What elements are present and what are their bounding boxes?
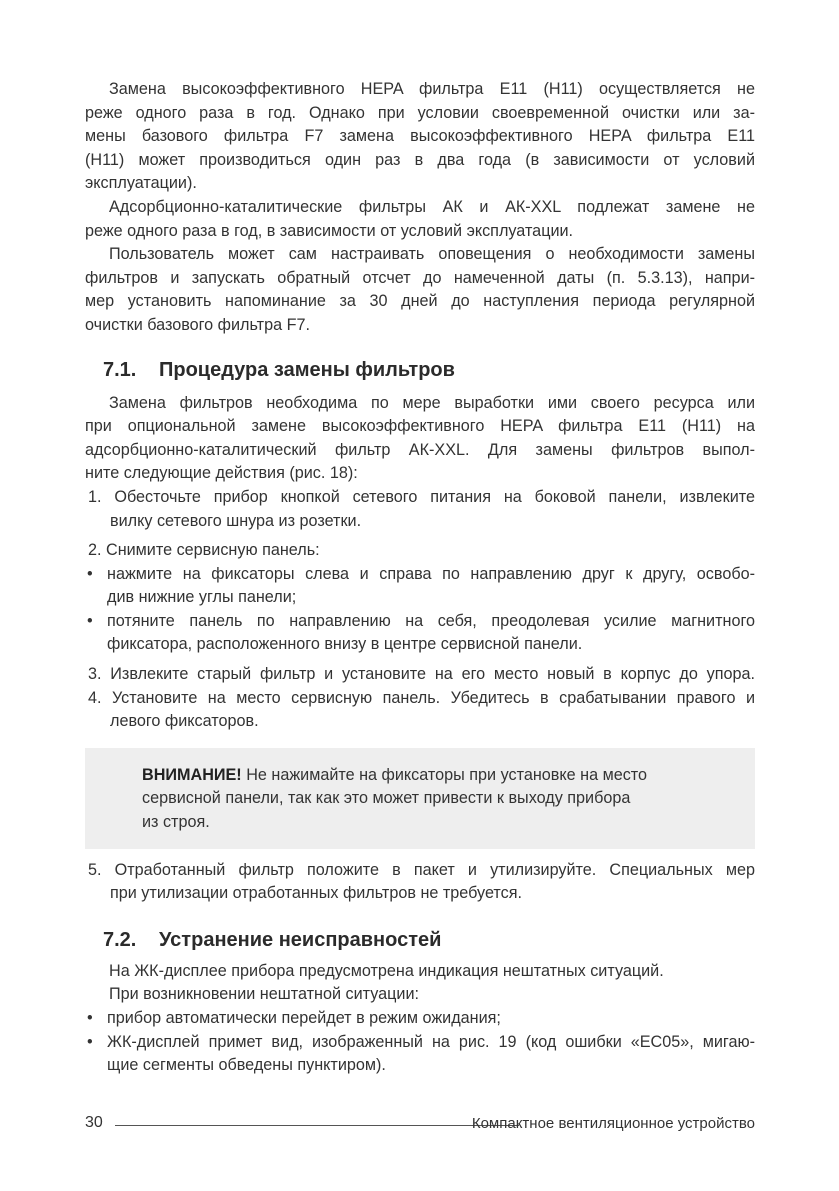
text-line: Замена высокоэффективного HEPA фильтра E11 (H11) осуществляется не — [109, 80, 755, 98]
text-line: На ЖК-дисплее прибора предусмотрена индикация нештатных ситуаций. — [109, 961, 664, 980]
bullet-item — [85, 563, 755, 610]
bullet-item — [85, 1007, 755, 1031]
list-item-step-4 — [85, 687, 755, 734]
bullet-item — [85, 1031, 755, 1078]
paragraph-hepa-replacement — [85, 78, 755, 196]
paragraph-ak-filters — [85, 196, 755, 243]
text-line: щие сегменты обведены пунктиром). — [107, 1056, 386, 1075]
text-line: нажмите на фиксаторы слева и справа по направлению друг к другу, освобо- — [107, 564, 755, 583]
text-line: При возникновении нештатной ситуации: — [109, 985, 419, 1004]
text-line: ните следующие действия (рис. 18): — [85, 464, 358, 483]
text-line: 1. Обесточьте прибор кнопкой сетевого питания на боковой панели, извлеките — [88, 487, 755, 506]
text-line: фиксатора, расположенного внизу в центре сервисной панели. — [107, 635, 583, 654]
text-line: ЖК-дисплей примет вид, изображенный на рис. 19 (код ошибки «EC05», мигаю- — [107, 1032, 755, 1051]
text-line: при утилизации отработанных фильтров не требуется. — [110, 884, 522, 903]
page-content — [85, 78, 755, 1078]
paragraph-notifications — [85, 243, 755, 337]
bullet-icon: • — [87, 564, 93, 583]
text-line: фильтров и запускать обратный отсчет до намеченной даты (п. 5.3.13), напри- — [85, 268, 755, 287]
list-item-step-2 — [85, 539, 755, 563]
text-line: 3. Извлеките старый фильтр и установите на его место новый в корпус до упора. — [88, 665, 755, 684]
text-line: мер установить напоминание за 30 дней до наступления периода регулярной — [85, 292, 755, 311]
section-heading-7-1 — [85, 358, 755, 382]
text-line: див нижние углы панели; — [107, 588, 297, 607]
text-line: очистки базового фильтра F7. — [85, 315, 310, 334]
text-line: потяните панель по направлению на себя, преодолевая усилие магнитного — [107, 611, 755, 630]
section-number: 7.1. — [103, 358, 137, 381]
list-item-step-3 — [85, 663, 755, 687]
text-line: сервисной панели, так как это может привести к выходу прибора — [142, 789, 631, 808]
footer-divider — [115, 1125, 519, 1126]
section-title: Процедура замены фильтров — [159, 358, 455, 381]
text-line: адсорбционно-каталитический фильтр АК-XXL. Для замены фильтров выпол- — [85, 440, 755, 459]
text-line: 2. Снимите сервисную панель: — [88, 541, 320, 560]
bullet-icon: • — [87, 1032, 93, 1051]
text-line: Замена фильтров необходима по мере выработки ими своего ресурса или — [109, 393, 755, 412]
text-line: Адсорбционно-каталитические фильтры АК и АК-XXL подлежат замене не — [109, 197, 755, 216]
list-item-step-1 — [85, 486, 755, 533]
text-line: прибор автоматически перейдет в режим ожидания; — [107, 1009, 501, 1027]
document-title: Компактное вентиляционное устройство — [471, 1115, 755, 1132]
text-line: реже одного раза в год. Однако при условии своевременной очистки или за- — [85, 103, 755, 122]
paragraph-troubleshooting-intro — [85, 960, 755, 1007]
text-line: левого фиксаторов. — [110, 712, 259, 731]
page-number: 30 — [85, 1114, 103, 1131]
warning-notice — [85, 748, 755, 849]
bullet-icon: • — [87, 1009, 93, 1027]
text-line: вилку сетевого шнура из розетки. — [110, 511, 362, 530]
warning-label: ВНИМАНИЕ! — [142, 765, 242, 784]
section-number: 7.2. — [103, 928, 137, 951]
page-footer — [85, 1114, 755, 1134]
bullet-item — [85, 610, 755, 657]
bullet-icon: • — [87, 611, 93, 630]
text-line: мены базового фильтра F7 замена высокоэффективного HEPA фильтра E11 — [85, 127, 755, 146]
text-line: Пользователь может сам настраивать оповещения о необходимости замены — [109, 245, 755, 264]
text-line: Не нажимайте на фиксаторы при установке на место — [241, 765, 648, 784]
text-line: 5. Отработанный фильтр положите в пакет и утилизируйте. Специальных мер — [88, 860, 755, 879]
text-line: 4. Установите на место сервисную панель. Убедитесь в срабатывании правого и — [88, 688, 755, 707]
text-line: при опциональной замене высокоэффективного HEPA фильтра E11 (H11) на — [85, 417, 755, 436]
section-heading-7-2 — [85, 928, 755, 952]
paragraph-replacement-intro — [85, 392, 755, 486]
text-line: реже одного раза в год, в зависимости от условий эксплуатации. — [85, 221, 574, 240]
text-line: (H11) может производиться один раз в два года (в зависимости от условий — [85, 150, 755, 169]
list-item-step-5 — [85, 859, 755, 906]
section-title: Устранение неисправностей — [159, 928, 442, 951]
text-line: эксплуатации). — [85, 174, 197, 193]
text-line: из строя. — [142, 813, 210, 832]
